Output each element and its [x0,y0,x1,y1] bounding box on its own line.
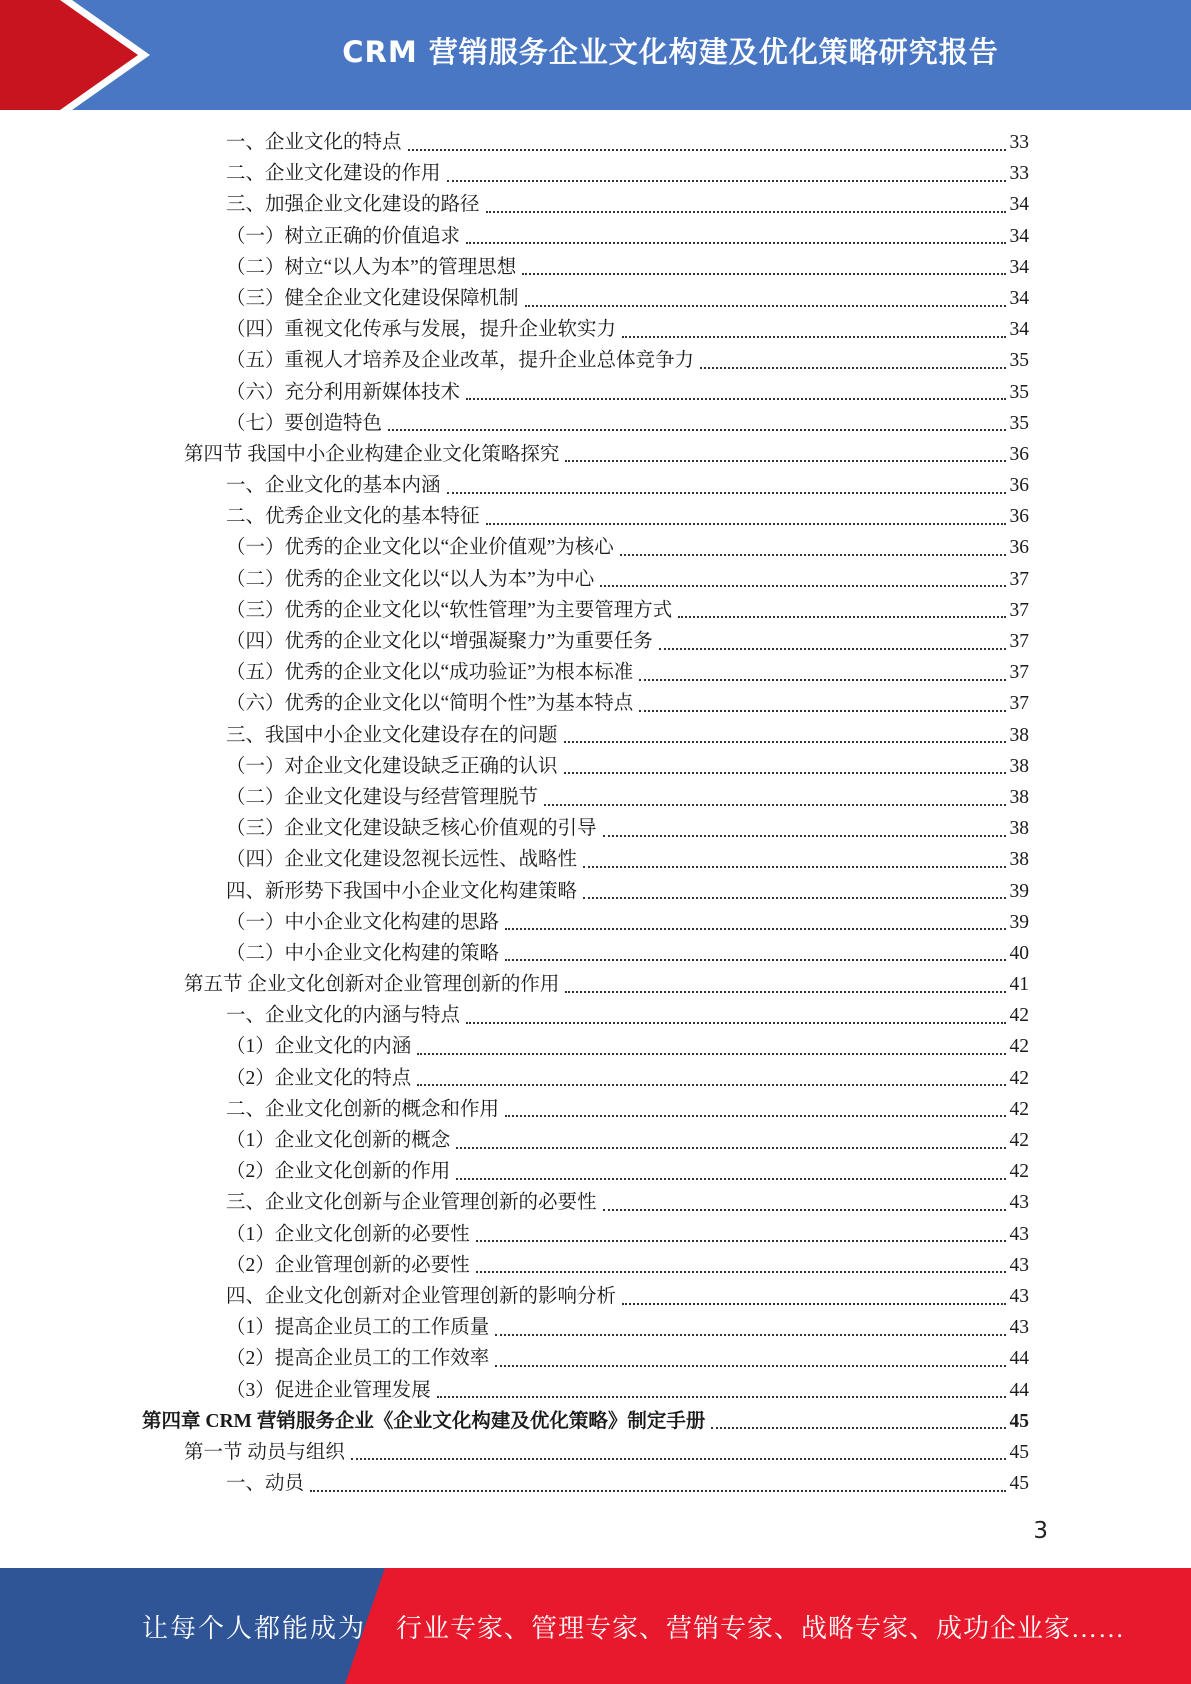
toc-entry-label: 二、企业文化创新的概念和作用 [226,1098,500,1120]
toc-entry[interactable] [0,1000,1029,1031]
toc-entry-page: 43 [1009,1254,1029,1276]
toc-entry[interactable] [0,595,1029,626]
toc-entry[interactable] [0,688,1029,719]
toc-entry[interactable] [0,876,1029,907]
toc-entry-label: （四）重视文化传承与发展，提升企业软实力 [226,319,617,341]
toc-entry-label: （一）优秀的企业文化以“企业价值观”为核心 [226,537,614,559]
toc-dot-leader [603,1209,1006,1211]
toc-entry[interactable] [0,657,1029,688]
toc-entry-page: 45 [1009,1473,1029,1495]
toc-dot-leader [678,616,1005,618]
table-of-contents [0,127,1191,1499]
toc-entry-label: （四）企业文化建设忽视长远性、战略性 [226,849,578,871]
footer-slogan-right: 行业专家、管理专家、营销专家、战略专家、成功企业家…… [396,1613,1126,1643]
toc-dot-leader [476,1240,1006,1242]
toc-entry-label: 一、动员 [226,1473,305,1495]
toc-entry[interactable] [0,782,1029,813]
toc-dot-leader [486,211,1006,213]
toc-entry-page: 42 [1009,1067,1029,1089]
toc-entry-page: 38 [1009,724,1029,746]
toc-entry-label: （二）企业文化建设与经营管理脱节 [226,786,539,808]
toc-entry[interactable] [0,751,1029,782]
toc-dot-leader [417,1053,1005,1055]
toc-entry-label: （六）优秀的企业文化以“简明个性”为基本特点 [226,693,634,715]
toc-entry-label: （三）企业文化建设缺乏核心价值观的引导 [226,818,597,840]
toc-entry[interactable] [0,969,1029,1000]
toc-entry-page: 41 [1009,974,1029,996]
toc-entry-label: 三、加强企业文化建设的路径 [226,194,480,216]
toc-entry-label: （2）企业文化创新的作用 [226,1161,451,1183]
toc-entry-page: 33 [1009,163,1029,185]
toc-dot-leader [564,741,1006,743]
toc-entry-label: 第四节 我国中小企业构建企业文化策略探究 [184,443,560,465]
toc-entry[interactable] [0,1281,1029,1312]
toc-entry-page: 38 [1009,849,1029,871]
toc-entry[interactable] [0,314,1029,345]
toc-entry-label: 三、企业文化创新与企业管理创新的必要性 [226,1192,597,1214]
toc-entry-label: （二）中小企业文化构建的策略 [226,942,500,964]
toc-entry-page: 43 [1009,1192,1029,1214]
toc-entry-page: 36 [1009,443,1029,465]
toc-entry-page: 38 [1009,755,1029,777]
toc-entry[interactable] [0,1219,1029,1250]
toc-entry-page: 40 [1009,942,1029,964]
toc-entry[interactable] [0,408,1029,439]
toc-entry[interactable] [0,501,1029,532]
toc-entry[interactable] [0,1312,1029,1343]
toc-dot-leader [466,398,1005,400]
header-banner [0,0,1191,110]
toc-entry-page: 45 [1009,1410,1029,1432]
toc-dot-leader [456,1147,1005,1149]
toc-entry-label: 第一节 动员与组织 [184,1441,345,1463]
toc-entry-page: 44 [1009,1348,1029,1370]
toc-entry-page: 37 [1009,662,1029,684]
toc-dot-leader [583,866,1005,868]
toc-entry[interactable] [0,283,1029,314]
toc-entry-page: 33 [1009,132,1029,153]
toc-entry-label: 四、新形势下我国中小企业文化构建策略 [226,880,578,902]
toc-dot-leader [388,429,1005,431]
toc-dot-leader [310,1490,1005,1492]
toc-entry-page: 38 [1009,818,1029,840]
toc-entry-page: 39 [1009,880,1029,902]
toc-entry[interactable] [0,470,1029,501]
toc-dot-leader [622,1303,1005,1305]
toc-entry[interactable] [0,377,1029,408]
toc-dot-leader [659,648,1006,650]
toc-entry[interactable] [0,1094,1029,1125]
toc-dot-leader [565,460,1005,462]
toc-entry-page: 42 [1009,1130,1029,1151]
toc-dot-leader [525,305,1006,307]
toc-entry-label: （1）提高企业员工的工作质量 [226,1317,490,1339]
toc-dot-leader [639,710,1005,712]
toc-entry[interactable] [0,1343,1029,1374]
toc-dot-leader [639,679,1005,681]
toc-entry-label: （1）企业文化创新的概念 [226,1130,451,1151]
toc-entry-label: 二、企业文化建设的作用 [226,163,441,185]
toc-dot-leader [495,1365,1005,1367]
toc-entry[interactable] [0,938,1029,969]
toc-dot-leader [505,928,1005,930]
toc-entry[interactable] [0,1187,1029,1218]
toc-entry[interactable] [0,1125,1029,1156]
toc-entry-page: 37 [1009,693,1029,715]
toc-dot-leader [447,492,1006,494]
toc-dot-leader [544,804,1005,806]
toc-entry-label: 一、企业文化的特点 [226,132,402,153]
toc-dot-leader [456,1178,1005,1180]
document-title: CRM 营销服务企业文化构建及优化策略研究报告 [342,34,999,69]
toc-entry-label: （六）充分利用新媒体技术 [226,381,461,403]
toc-entry-page: 37 [1009,631,1029,652]
toc-entry[interactable] [0,1031,1029,1062]
toc-entry[interactable] [0,1156,1029,1187]
toc-entry-label: 一、企业文化的基本内涵 [226,475,441,497]
toc-entry-page: 34 [1009,256,1029,278]
toc-entry[interactable] [0,1437,1029,1468]
toc-dot-leader [522,273,1005,275]
toc-entry-page: 34 [1009,225,1029,247]
toc-entry-page: 39 [1009,911,1029,933]
toc-dot-leader [711,1427,1005,1429]
toc-entry-page: 42 [1009,1161,1029,1183]
toc-entry[interactable] [0,532,1029,563]
toc-entry-page: 35 [1009,350,1029,372]
toc-entry-label: （四）优秀的企业文化以“增强凝聚力”为重要任务 [226,631,653,652]
toc-entry-page: 42 [1009,1005,1029,1027]
toc-entry[interactable] [0,1063,1029,1094]
toc-entry[interactable] [0,1468,1029,1499]
toc-entry-label: 二、优秀企业文化的基本特征 [226,506,480,528]
toc-dot-leader [486,523,1006,525]
toc-dot-leader [417,1084,1005,1086]
toc-entry-label: （1）企业文化创新的必要性 [226,1223,470,1245]
toc-entry-page: 35 [1009,412,1029,434]
toc-entry-page: 43 [1009,1223,1029,1245]
toc-entry[interactable] [0,844,1029,875]
toc-entry-label: （2）企业文化的特点 [226,1067,412,1089]
toc-entry-label: 四、企业文化创新对企业管理创新的影响分析 [226,1285,617,1307]
toc-entry-label: （二）树立“以人为本”的管理思想 [226,256,517,278]
toc-dot-leader [505,959,1005,961]
toc-entry-page: 43 [1009,1285,1029,1307]
toc-entry-page: 42 [1009,1098,1029,1120]
toc-entry-page: 44 [1009,1379,1029,1401]
toc-entry-label: （七）要创造特色 [226,412,383,434]
toc-entry-page: 37 [1009,568,1029,590]
toc-entry-label: （一）树立正确的价值追求 [226,225,461,247]
toc-entry-page: 43 [1009,1317,1029,1339]
toc-entry-label: （一）中小企业文化构建的思路 [226,911,500,933]
toc-dot-leader [600,585,1005,587]
footer-slogan-left: 让每个人都能成为 [142,1613,367,1643]
toc-dot-leader [620,554,1006,556]
toc-entry[interactable] [0,813,1029,844]
toc-entry-label: （一）对企业文化建设缺乏正确的认识 [226,755,558,777]
toc-dot-leader [603,835,1006,837]
page-number: 3 [1033,1518,1048,1544]
footer-banner [0,1568,1191,1684]
toc-entry-label: （三）健全企业文化建设保障机制 [226,287,519,309]
toc-dot-leader [505,1115,1005,1117]
toc-dot-leader [408,149,1006,151]
toc-entry[interactable] [0,252,1029,283]
toc-entry-page: 45 [1009,1441,1029,1463]
toc-entry-label: 第五节 企业文化创新对企业管理创新的作用 [184,974,560,996]
toc-entry[interactable] [0,189,1029,220]
toc-entry-page: 38 [1009,786,1029,808]
toc-entry[interactable] [0,158,1029,189]
toc-entry-label: 三、我国中小企业文化建设存在的问题 [226,724,558,746]
toc-dot-leader [564,772,1006,774]
toc-entry-page: 36 [1009,537,1029,559]
toc-dot-leader [700,367,1005,369]
toc-dot-leader [583,897,1005,899]
toc-dot-leader [466,242,1005,244]
toc-dot-leader [447,180,1006,182]
toc-entry-label: （1）企业文化的内涵 [226,1036,412,1058]
toc-dot-leader [351,1458,1006,1460]
toc-entry-label: （2）提高企业员工的工作效率 [226,1348,490,1370]
toc-entry-page: 37 [1009,599,1029,621]
toc-entry-label: （3）促进企业管理发展 [226,1379,431,1401]
toc-entry[interactable] [0,127,1029,158]
toc-entry-page: 34 [1009,194,1029,216]
toc-dot-leader [622,336,1005,338]
toc-dot-leader [565,991,1005,993]
toc-entry[interactable] [0,345,1029,376]
toc-dot-leader [466,1022,1005,1024]
toc-entry[interactable] [0,720,1029,751]
toc-entry-page: 36 [1009,475,1029,497]
toc-dot-leader [437,1396,1006,1398]
toc-entry-label: （五）重视人才培养及企业改革，提升企业总体竞争力 [226,350,695,372]
toc-entry[interactable] [0,221,1029,252]
toc-entry[interactable] [0,439,1029,470]
toc-entry[interactable] [0,564,1029,595]
toc-entry-label: （二）优秀的企业文化以“以人为本”为中心 [226,568,595,590]
toc-entry-page: 42 [1009,1036,1029,1058]
toc-entry-label: 第四章 CRM 营销服务企业《企业文化构建及优化策略》制定手册 [142,1410,706,1432]
toc-entry-label: （2）企业管理创新的必要性 [226,1254,470,1276]
toc-entry[interactable] [0,626,1029,657]
toc-entry[interactable] [0,1406,1029,1437]
toc-entry[interactable] [0,1375,1029,1406]
toc-entry-page: 34 [1009,319,1029,341]
toc-entry-label: （三）优秀的企业文化以“软性管理”为主要管理方式 [226,599,673,621]
toc-entry[interactable] [0,907,1029,938]
toc-entry[interactable] [0,1250,1029,1281]
toc-entry-label: （五）优秀的企业文化以“成功验证”为根本标准 [226,662,634,684]
toc-dot-leader [476,1271,1006,1273]
toc-entry-label: 一、企业文化的内涵与特点 [226,1005,461,1027]
toc-entry-page: 36 [1009,506,1029,528]
toc-dot-leader [495,1334,1005,1336]
toc-entry-page: 35 [1009,381,1029,403]
toc-entry-page: 34 [1009,287,1029,309]
